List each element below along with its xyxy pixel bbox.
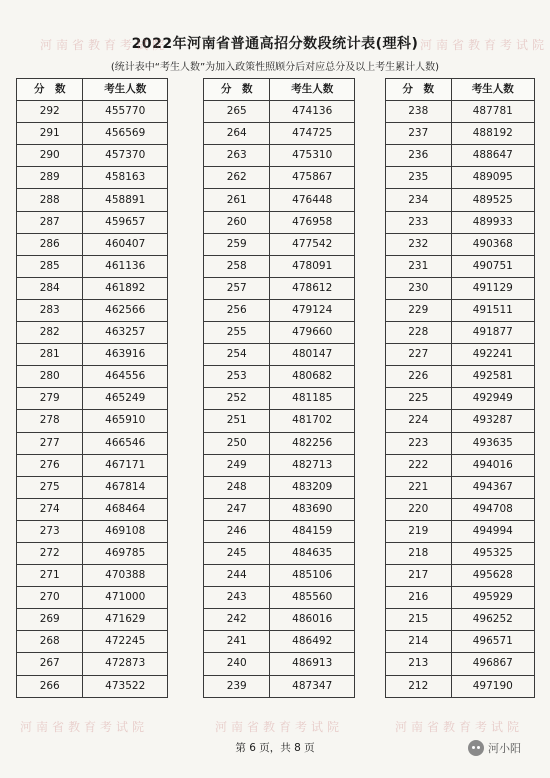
table-row <box>17 123 168 145</box>
count-cell: 459657 <box>83 211 168 233</box>
table-row <box>204 454 355 476</box>
score-cell: 253 <box>204 366 270 388</box>
table-row <box>17 189 168 211</box>
table-row <box>204 145 355 167</box>
table-row <box>386 388 535 410</box>
table-row <box>204 366 355 388</box>
count-cell: 477542 <box>270 233 355 255</box>
count-cell: 457370 <box>83 145 168 167</box>
count-cell: 471629 <box>83 609 168 631</box>
count-cell: 455770 <box>83 101 168 123</box>
score-cell: 271 <box>17 565 83 587</box>
score-cell: 241 <box>204 631 270 653</box>
table-row <box>17 211 168 233</box>
count-cell: 475310 <box>270 145 355 167</box>
table-row <box>386 476 535 498</box>
table-row <box>17 255 168 277</box>
score-cell: 284 <box>17 277 83 299</box>
table-row <box>17 101 168 123</box>
score-cell: 279 <box>17 388 83 410</box>
count-cell: 458163 <box>83 167 168 189</box>
count-cell: 496252 <box>451 609 534 631</box>
score-cell: 223 <box>386 432 452 454</box>
header-count: 考生人数 <box>83 79 168 101</box>
score-cell: 283 <box>17 299 83 321</box>
watermark-bottom-left: 河南省教育考试院 <box>20 720 149 734</box>
header-count: 考生人数 <box>270 79 355 101</box>
count-cell: 481185 <box>270 388 355 410</box>
table-row <box>204 498 355 520</box>
count-cell: 483209 <box>270 476 355 498</box>
table-row <box>17 410 168 432</box>
score-cell: 285 <box>17 255 83 277</box>
count-cell: 473522 <box>83 675 168 697</box>
table-row <box>17 609 168 631</box>
table-row <box>17 631 168 653</box>
count-cell: 486016 <box>270 609 355 631</box>
wechat-badge <box>468 740 521 756</box>
score-cell: 230 <box>386 277 452 299</box>
count-cell: 493635 <box>451 432 534 454</box>
count-cell: 489933 <box>451 211 534 233</box>
score-cell: 289 <box>17 167 83 189</box>
table-row <box>386 410 535 432</box>
score-cell: 290 <box>17 145 83 167</box>
count-cell: 490751 <box>451 255 534 277</box>
table-row <box>17 233 168 255</box>
score-cell: 217 <box>386 565 452 587</box>
table-row <box>204 167 355 189</box>
score-cell: 247 <box>204 498 270 520</box>
table-row <box>17 675 168 697</box>
table-row <box>204 299 355 321</box>
count-cell: 492581 <box>451 366 534 388</box>
table-row <box>386 255 535 277</box>
score-cell: 228 <box>386 322 452 344</box>
score-cell: 232 <box>386 233 452 255</box>
score-cell: 245 <box>204 542 270 564</box>
table-row <box>386 454 535 476</box>
table-row <box>204 653 355 675</box>
count-cell: 487347 <box>270 675 355 697</box>
score-table-right <box>385 78 535 698</box>
score-cell: 268 <box>17 631 83 653</box>
table-row <box>204 520 355 542</box>
count-cell: 497190 <box>451 675 534 697</box>
count-cell: 478612 <box>270 277 355 299</box>
count-cell: 496571 <box>451 631 534 653</box>
score-cell: 221 <box>386 476 452 498</box>
table-row <box>17 476 168 498</box>
score-cell: 222 <box>386 454 452 476</box>
score-cell: 273 <box>17 520 83 542</box>
count-cell: 489525 <box>451 189 534 211</box>
score-table-left <box>16 78 168 698</box>
score-cell: 216 <box>386 587 452 609</box>
count-cell: 458891 <box>83 189 168 211</box>
score-cell: 229 <box>386 299 452 321</box>
table-row <box>386 344 535 366</box>
table-row <box>17 322 168 344</box>
count-cell: 494994 <box>451 520 534 542</box>
count-cell: 469785 <box>83 542 168 564</box>
score-cell: 244 <box>204 565 270 587</box>
table-row <box>204 233 355 255</box>
score-cell: 243 <box>204 587 270 609</box>
score-cell: 252 <box>204 388 270 410</box>
count-cell: 485560 <box>270 587 355 609</box>
score-cell: 218 <box>386 542 452 564</box>
score-cell: 224 <box>386 410 452 432</box>
score-cell: 250 <box>204 432 270 454</box>
count-cell: 467814 <box>83 476 168 498</box>
score-cell: 267 <box>17 653 83 675</box>
table-row <box>204 410 355 432</box>
table-row <box>204 432 355 454</box>
count-cell: 476958 <box>270 211 355 233</box>
score-cell: 242 <box>204 609 270 631</box>
score-cell: 225 <box>386 388 452 410</box>
table-row <box>204 565 355 587</box>
count-cell: 469108 <box>83 520 168 542</box>
score-cell: 261 <box>204 189 270 211</box>
count-cell: 492241 <box>451 344 534 366</box>
score-cell: 215 <box>386 609 452 631</box>
count-cell: 480147 <box>270 344 355 366</box>
wechat-badge-label: 河小阳 <box>488 742 521 755</box>
table-row <box>386 675 535 697</box>
score-cell: 291 <box>17 123 83 145</box>
page-subtitle: (统计表中“考生人数”为加入政策性照顾分后对应总分及以上考生累计人数) <box>110 62 440 73</box>
table-row <box>204 542 355 564</box>
count-cell: 491511 <box>451 299 534 321</box>
table-row <box>386 653 535 675</box>
page-footer: 第 6 页，共 8 页 <box>235 742 315 754</box>
table-row <box>17 498 168 520</box>
count-cell: 485106 <box>270 565 355 587</box>
table-row <box>386 322 535 344</box>
table-row <box>386 366 535 388</box>
count-cell: 495628 <box>451 565 534 587</box>
score-cell: 282 <box>17 322 83 344</box>
score-cell: 246 <box>204 520 270 542</box>
table-row <box>386 101 535 123</box>
page-title: 2022年河南省普通高招分数段统计表(理科) <box>131 36 419 52</box>
count-cell: 493287 <box>451 410 534 432</box>
table-row <box>386 520 535 542</box>
table-row <box>386 587 535 609</box>
score-cell: 238 <box>386 101 452 123</box>
count-cell: 496867 <box>451 653 534 675</box>
count-cell: 495325 <box>451 542 534 564</box>
count-cell: 475867 <box>270 167 355 189</box>
table-row <box>204 344 355 366</box>
table-row <box>17 145 168 167</box>
table-header-row <box>386 79 535 101</box>
table-header-row <box>17 79 168 101</box>
score-cell: 256 <box>204 299 270 321</box>
count-cell: 456569 <box>83 123 168 145</box>
table-row <box>204 476 355 498</box>
table-row <box>204 322 355 344</box>
count-cell: 490368 <box>451 233 534 255</box>
table-row <box>204 189 355 211</box>
score-cell: 251 <box>204 410 270 432</box>
table-row <box>17 542 168 564</box>
count-cell: 461892 <box>83 277 168 299</box>
score-cell: 262 <box>204 167 270 189</box>
count-cell: 488647 <box>451 145 534 167</box>
count-cell: 489095 <box>451 167 534 189</box>
score-cell: 226 <box>386 366 452 388</box>
table-row <box>204 388 355 410</box>
score-cell: 234 <box>386 189 452 211</box>
count-cell: 494016 <box>451 454 534 476</box>
table-row <box>386 631 535 653</box>
count-cell: 495929 <box>451 587 534 609</box>
count-cell: 494708 <box>451 498 534 520</box>
count-cell: 479124 <box>270 299 355 321</box>
count-cell: 491129 <box>451 277 534 299</box>
table-header-row <box>204 79 355 101</box>
table-row <box>386 123 535 145</box>
score-cell: 249 <box>204 454 270 476</box>
table-row <box>204 211 355 233</box>
count-cell: 471000 <box>83 587 168 609</box>
score-cell: 265 <box>204 101 270 123</box>
count-cell: 467171 <box>83 454 168 476</box>
score-cell: 220 <box>386 498 452 520</box>
table-row <box>17 299 168 321</box>
score-cell: 257 <box>204 277 270 299</box>
score-cell: 276 <box>17 454 83 476</box>
score-cell: 236 <box>386 145 452 167</box>
count-cell: 474136 <box>270 101 355 123</box>
count-cell: 491877 <box>451 322 534 344</box>
score-cell: 227 <box>386 344 452 366</box>
table-row <box>17 454 168 476</box>
score-cell: 286 <box>17 233 83 255</box>
header-count: 考生人数 <box>451 79 534 101</box>
count-cell: 472245 <box>83 631 168 653</box>
score-cell: 281 <box>17 344 83 366</box>
table-row <box>17 344 168 366</box>
header-score: 分 数 <box>386 79 452 101</box>
score-cell: 235 <box>386 167 452 189</box>
score-cell: 270 <box>17 587 83 609</box>
score-cell: 239 <box>204 675 270 697</box>
count-cell: 494367 <box>451 476 534 498</box>
count-cell: 492949 <box>451 388 534 410</box>
table-row <box>17 653 168 675</box>
header-score: 分 数 <box>17 79 83 101</box>
table-row <box>17 565 168 587</box>
table-row <box>386 211 535 233</box>
watermark-top-right: 河南省教育考试院 <box>420 38 549 52</box>
table-row <box>17 366 168 388</box>
count-cell: 484635 <box>270 542 355 564</box>
table-row <box>386 565 535 587</box>
score-cell: 219 <box>386 520 452 542</box>
count-cell: 487781 <box>451 101 534 123</box>
score-cell: 237 <box>386 123 452 145</box>
count-cell: 465910 <box>83 410 168 432</box>
watermark-bottom-right: 河南省教育考试院 <box>395 720 524 734</box>
score-cell: 233 <box>386 211 452 233</box>
score-cell: 212 <box>386 675 452 697</box>
wechat-icon <box>468 740 484 756</box>
count-cell: 470388 <box>83 565 168 587</box>
score-cell: 254 <box>204 344 270 366</box>
table-row <box>204 631 355 653</box>
count-cell: 488192 <box>451 123 534 145</box>
table-row <box>17 277 168 299</box>
score-cell: 260 <box>204 211 270 233</box>
count-cell: 486913 <box>270 653 355 675</box>
score-cell: 231 <box>386 255 452 277</box>
table-row <box>386 542 535 564</box>
count-cell: 482256 <box>270 432 355 454</box>
table-row <box>386 498 535 520</box>
score-cell: 274 <box>17 498 83 520</box>
count-cell: 463257 <box>83 322 168 344</box>
table-row <box>386 189 535 211</box>
score-cell: 214 <box>386 631 452 653</box>
table-row <box>386 432 535 454</box>
score-cell: 255 <box>204 322 270 344</box>
score-cell: 278 <box>17 410 83 432</box>
score-cell: 280 <box>17 366 83 388</box>
count-cell: 482713 <box>270 454 355 476</box>
count-cell: 468464 <box>83 498 168 520</box>
table-row <box>17 388 168 410</box>
table-row <box>17 520 168 542</box>
count-cell: 479660 <box>270 322 355 344</box>
count-cell: 466546 <box>83 432 168 454</box>
count-cell: 472873 <box>83 653 168 675</box>
score-cell: 292 <box>17 101 83 123</box>
count-cell: 478091 <box>270 255 355 277</box>
score-cell: 258 <box>204 255 270 277</box>
count-cell: 462566 <box>83 299 168 321</box>
table-row <box>204 255 355 277</box>
header-score: 分 数 <box>204 79 270 101</box>
score-cell: 272 <box>17 542 83 564</box>
count-cell: 463916 <box>83 344 168 366</box>
count-cell: 481702 <box>270 410 355 432</box>
table-row <box>386 299 535 321</box>
count-cell: 486492 <box>270 631 355 653</box>
table-row <box>204 101 355 123</box>
table-row <box>17 587 168 609</box>
table-row <box>17 167 168 189</box>
score-cell: 213 <box>386 653 452 675</box>
table-row <box>386 145 535 167</box>
score-cell: 259 <box>204 233 270 255</box>
count-cell: 464556 <box>83 366 168 388</box>
score-cell: 263 <box>204 145 270 167</box>
count-cell: 480682 <box>270 366 355 388</box>
count-cell: 461136 <box>83 255 168 277</box>
table-row <box>204 675 355 697</box>
table-row <box>204 587 355 609</box>
score-cell: 266 <box>17 675 83 697</box>
score-cell: 269 <box>17 609 83 631</box>
count-cell: 476448 <box>270 189 355 211</box>
count-cell: 474725 <box>270 123 355 145</box>
score-cell: 277 <box>17 432 83 454</box>
count-cell: 483690 <box>270 498 355 520</box>
watermark-bottom-middle: 河南省教育考试院 <box>215 720 344 734</box>
table-row <box>204 277 355 299</box>
table-row <box>386 167 535 189</box>
score-cell: 248 <box>204 476 270 498</box>
table-row <box>204 123 355 145</box>
count-cell: 465249 <box>83 388 168 410</box>
table-row <box>386 277 535 299</box>
score-cell: 264 <box>204 123 270 145</box>
score-cell: 275 <box>17 476 83 498</box>
score-cell: 287 <box>17 211 83 233</box>
table-row <box>386 609 535 631</box>
table-row <box>386 233 535 255</box>
table-row <box>204 609 355 631</box>
count-cell: 460407 <box>83 233 168 255</box>
count-cell: 484159 <box>270 520 355 542</box>
watermark-top-left: 河南省教育考试院 <box>40 38 169 52</box>
score-cell: 240 <box>204 653 270 675</box>
score-table-middle <box>203 78 355 698</box>
score-cell: 288 <box>17 189 83 211</box>
table-row <box>17 432 168 454</box>
